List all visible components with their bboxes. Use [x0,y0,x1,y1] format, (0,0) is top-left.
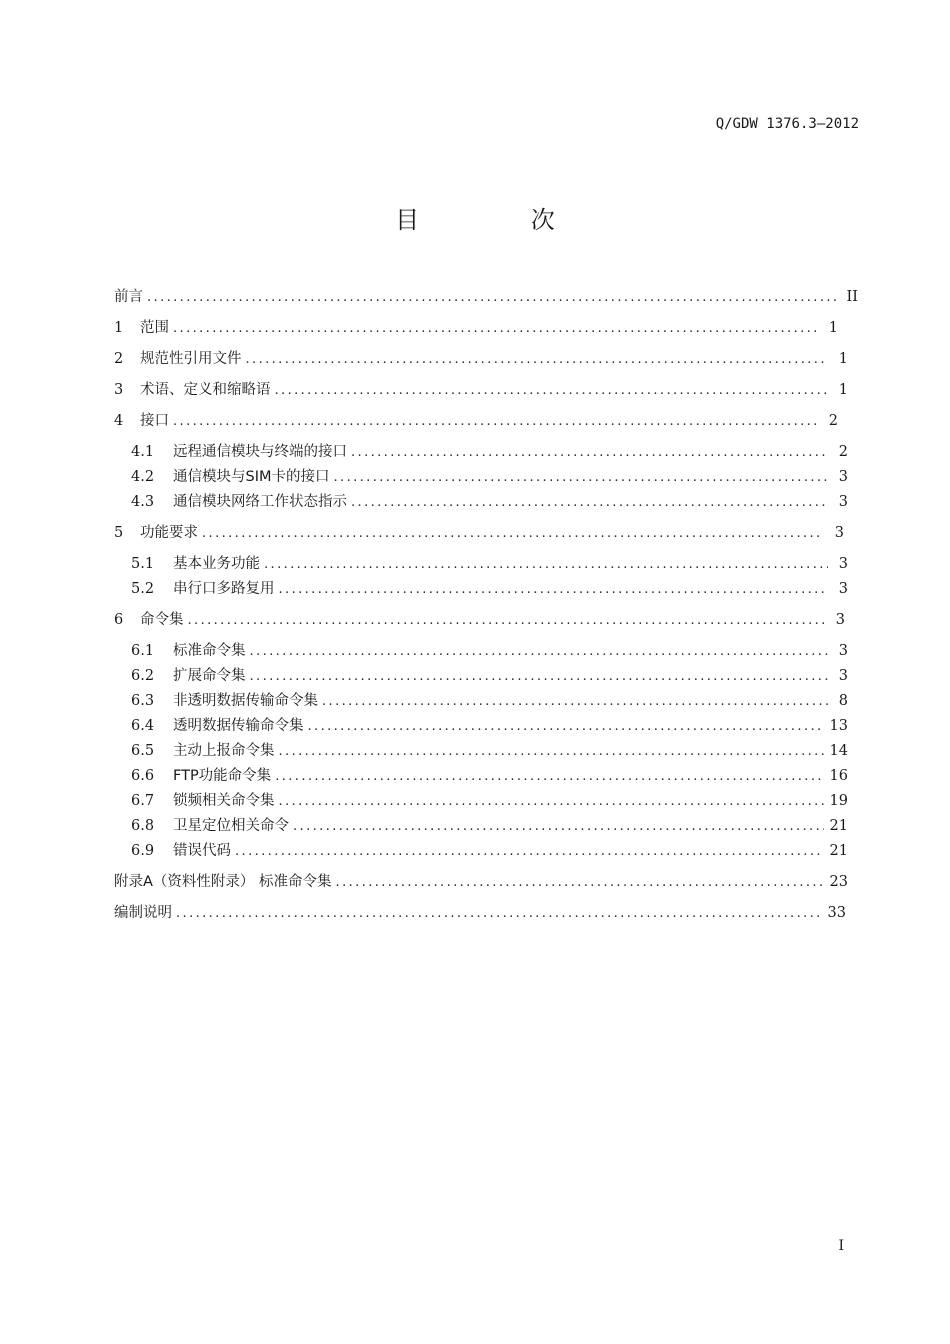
toc-label: 命令集 [140,612,184,628]
toc-entry-6-5[interactable] [131,740,848,762]
toc-label: 基本业务功能 [173,556,260,572]
toc-num: 6.1 [131,643,155,659]
toc-leader [308,716,824,738]
toc-page: 1 [838,351,848,367]
toc-num: 6.6 [131,768,155,784]
page-title: 目 次 [395,206,607,234]
toc-label: 规范性引用文件 [140,351,242,367]
toc-page: 16 [829,768,848,784]
toc-leader [235,841,824,863]
toc-label: 串行口多路复用 [173,581,275,597]
toc-leader [246,349,829,371]
toc-label: 透明数据传输命令集 [173,718,304,734]
toc-label: 扩展命令集 [173,668,246,684]
toc-label: 前言 [114,289,143,305]
toc-leader [336,872,824,894]
toc-label: 术语、定义和缩略语 [140,382,271,398]
toc-leader [173,411,818,433]
toc-page: 2 [838,444,848,460]
toc-label: 范围 [140,320,169,336]
toc-leader [275,380,829,402]
toc-leader [293,816,824,838]
toc-leader [176,903,822,925]
toc-entry-5-2[interactable] [131,578,848,600]
toc-page: 3 [838,556,848,572]
toc-num: 5.2 [131,581,155,597]
toc-label: 错误代码 [173,843,231,859]
toc-leader [147,287,838,309]
toc-leader [250,641,829,663]
toc-leader [279,741,824,763]
toc-num: 1 [114,320,124,336]
toc-entry-editorial-notes[interactable] [114,902,846,924]
toc-num: 2 [114,351,124,367]
toc-num: 4.3 [131,494,155,510]
toc-entry-1[interactable] [114,317,838,339]
toc-num: 6.8 [131,818,155,834]
toc-leader [264,554,828,576]
toc-entry-4[interactable] [114,410,838,432]
toc-entry-4-2[interactable] [131,466,848,488]
toc-label: 功能要求 [140,525,198,541]
toc-num: 6.7 [131,793,155,809]
toc-page: 19 [829,793,848,809]
toc-entry-6-8[interactable] [131,815,848,837]
toc-label: 标准命令集 [173,643,246,659]
toc-page: 3 [838,643,848,659]
toc-entry-6-9[interactable] [131,840,848,862]
toc-page: 1 [828,320,838,336]
toc-entry-appendix-a[interactable] [114,871,848,893]
toc-entry-6-7[interactable] [131,790,848,812]
toc-label: 远程通信模块与终端的接口 [173,444,347,460]
toc-label: 卫星定位相关命令 [173,818,289,834]
toc-page: 21 [829,843,848,859]
toc-leader [322,691,828,713]
toc-entry-4-1[interactable] [131,441,848,463]
toc-leader [250,666,829,688]
toc-num: 6.4 [131,718,155,734]
toc-entry-2[interactable] [114,348,848,370]
toc-entry-foreword[interactable] [114,286,858,308]
toc-num: 4 [114,413,124,429]
toc-label: 通信模块网络工作状态指示 [173,494,347,510]
toc-num: 6.5 [131,743,155,759]
toc-num: 6.9 [131,843,155,859]
toc-leader [173,318,818,340]
toc-entry-6-2[interactable] [131,665,848,687]
toc-leader [279,791,824,813]
toc-num: 6.2 [131,668,155,684]
toc-num: 5 [114,525,124,541]
toc-page: 33 [827,905,846,921]
toc-num: 5.1 [131,556,155,572]
toc-num: 6 [114,612,124,628]
toc-page: 3 [838,469,848,485]
toc-label: 锁频相关命令集 [173,793,275,809]
toc-entry-4-3[interactable] [131,491,848,513]
toc-label: 编制说明 [114,905,172,921]
toc-num: 3 [114,382,124,398]
page-number: I [838,1238,844,1254]
toc-page: 8 [838,693,848,709]
toc-entry-6-4[interactable] [131,715,848,737]
toc-page: 2 [828,413,838,429]
toc-page: 1 [838,382,848,398]
toc-label: 非透明数据传输命令集 [173,693,318,709]
toc-entry-5[interactable] [114,522,844,544]
toc-leader [351,442,828,464]
toc-page: 3 [834,525,844,541]
toc-page: 3 [835,612,845,628]
document-code: Q/GDW 1376.3—2012 [715,116,859,132]
toc-num: 6.3 [131,693,155,709]
toc-entry-6-3[interactable] [131,690,848,712]
toc-num: 4.1 [131,444,155,460]
toc-leader [202,523,824,545]
toc-page: 23 [829,874,848,890]
toc-label: 主动上报命令集 [173,743,275,759]
toc-label: 接口 [140,413,169,429]
toc-entry-6-1[interactable] [131,640,848,662]
toc-label: 通信模块与SIM卡的接口 [173,469,330,485]
toc-page: II [846,289,858,305]
toc-page: 14 [829,743,848,759]
toc-entry-6-6[interactable] [131,765,848,787]
toc-label: 附录A（资料性附录） 标准命令集 [114,874,332,890]
toc-page: 3 [838,581,848,597]
toc-page: 21 [829,818,848,834]
toc-page: 13 [829,718,848,734]
toc-leader [334,467,829,489]
toc-leader [279,579,829,601]
toc-page: 3 [838,494,848,510]
toc-leader [351,492,828,514]
toc-leader [275,766,823,788]
toc-label: FTP功能命令集 [173,768,272,784]
toc-entry-5-1[interactable] [131,553,848,575]
toc-entry-6[interactable] [114,609,845,631]
toc-leader [188,610,826,632]
toc-num: 4.2 [131,469,155,485]
toc-page: 3 [838,668,848,684]
toc-entry-3[interactable] [114,379,848,401]
